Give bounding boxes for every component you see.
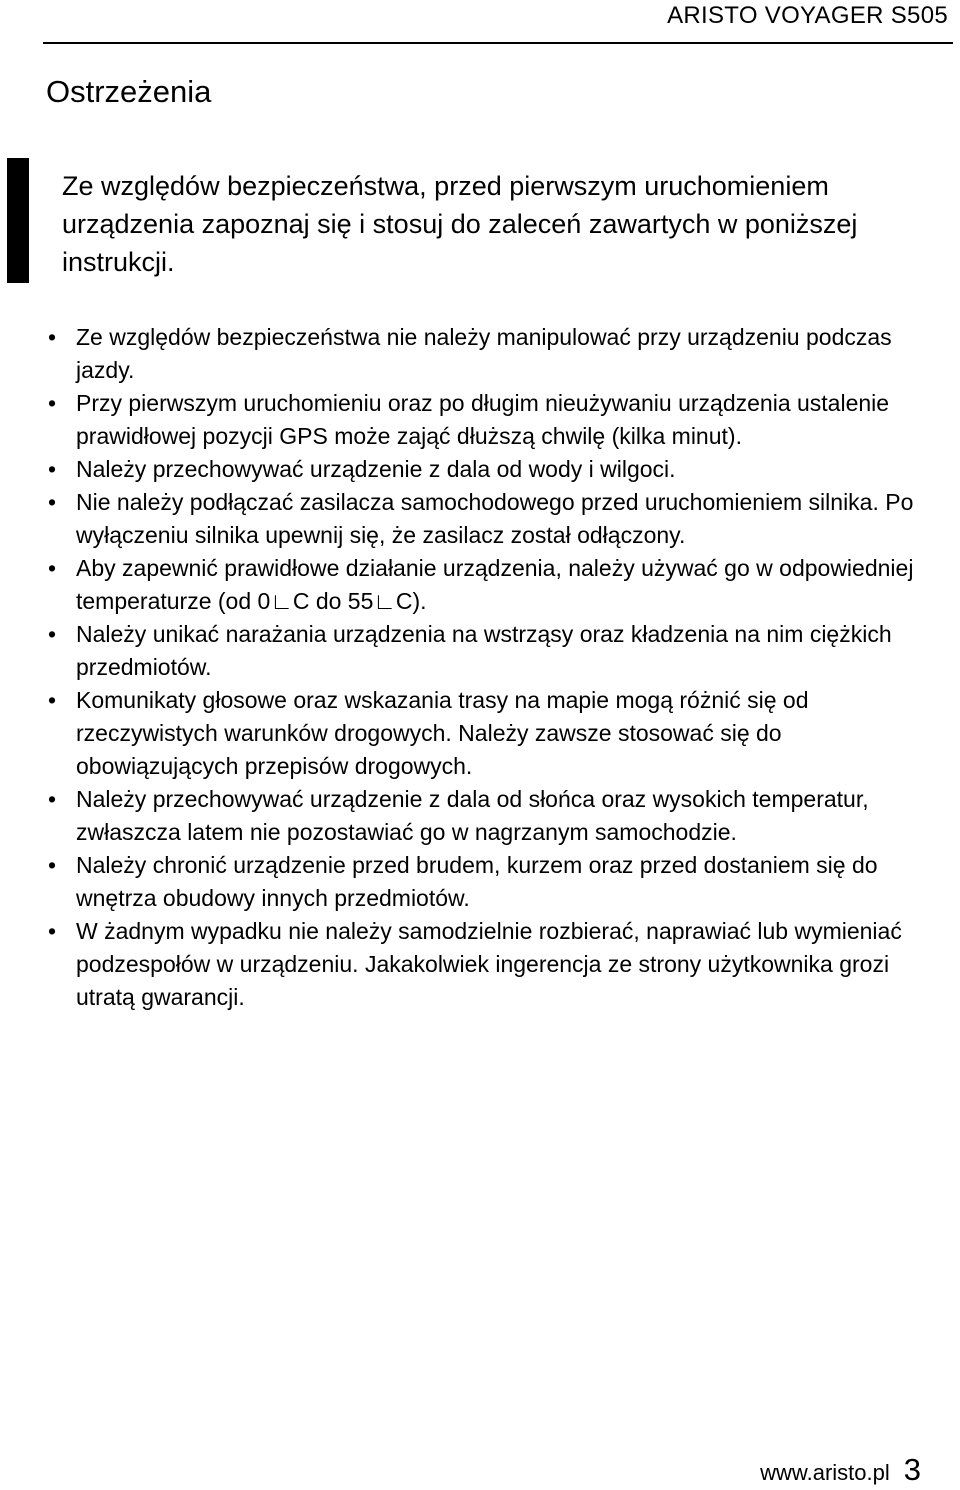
warning-text: Nie należy podłączać zasilacza samochodowego przed uruchomieniem silnika. Po wyłączeniu silnika upewnij się, że zasilacz został odłączony. [76,489,914,548]
warning-text: Ze względów bezpieczeństwa nie należy manipulować przy urządzeniu podczas jazdy. [76,324,892,383]
bullet-icon: • [47,786,57,812]
page-number: 3 [903,1452,921,1487]
list-item [46,552,926,618]
warning-text: W żadnym wypadku nie należy samodzielnie rozbierać, naprawiać lub wymieniać podzespołów w urządzeniu. Jakakolwiek ingerencja ze strony użytkownika grozi utratą gwarancji. [76,918,902,1010]
list-item [46,783,926,849]
bullet-icon: • [47,621,57,647]
list-item [46,387,926,453]
bullet-icon: • [47,555,57,581]
bullet-icon: • [47,918,57,944]
warning-text: Należy przechowywać urządzenie z dala od wody i wilgoci. [76,456,676,482]
running-header-title: ARISTO VOYAGER S505 [667,2,948,29]
bullet-icon: • [47,390,57,416]
warning-text: Należy przechowywać urządzenie z dala od słońca oraz wysokich temperatur, zwłaszcza latem nie pozostawiać go w nagrzanym samochodzie. [76,786,869,845]
intro-paragraph: Ze względów bezpieczeństwa, przed pierwszym uruchomieniem urządzenia zapoznaj się i stosuj do zaleceń zawartych w poniższej instrukcji. [62,171,858,277]
list-item [46,684,926,783]
bullet-icon: • [47,456,57,482]
page-footer [760,1452,921,1488]
warnings-list [46,321,926,1014]
bullet-icon: • [47,489,57,515]
warning-text: Aby zapewnić prawidłowe działanie urządzenia, należy używać go w odpowiedniej temperaturze (od 0∟C do 55∟C). [76,555,914,614]
bullet-icon: • [47,687,57,713]
section-marker-bar [7,158,29,283]
list-item [46,849,926,915]
bullet-icon: • [47,852,57,878]
list-item [46,915,926,1014]
list-item [46,486,926,552]
list-item [46,618,926,684]
bullet-icon: • [47,324,57,350]
list-item [46,453,926,486]
footer-url: www.aristo.pl [760,1460,890,1485]
warning-text: Należy chronić urządzenie przed brudem, kurzem oraz przed dostaniem się do wnętrza obudowy innych przedmiotów. [76,852,878,911]
warning-text: Przy pierwszym uruchomieniu oraz po długim nieużywaniu urządzenia ustalenie prawidłowej pozycji GPS może zająć dłuższą chwilę (kilka minut). [76,390,890,449]
warning-text: Należy unikać narażania urządzenia na wstrząsy oraz kładzenia na nim ciężkich przedmiotów. [76,621,892,680]
list-item [46,321,926,387]
warning-text: Komunikaty głosowe oraz wskazania trasy na mapie mogą różnić się od rzeczywistych warunków drogowych. Należy zawsze stosować się do obowiązujących przepisów drogowych. [76,687,809,779]
section-title: Ostrzeżenia [46,74,212,109]
header-divider [43,42,953,44]
